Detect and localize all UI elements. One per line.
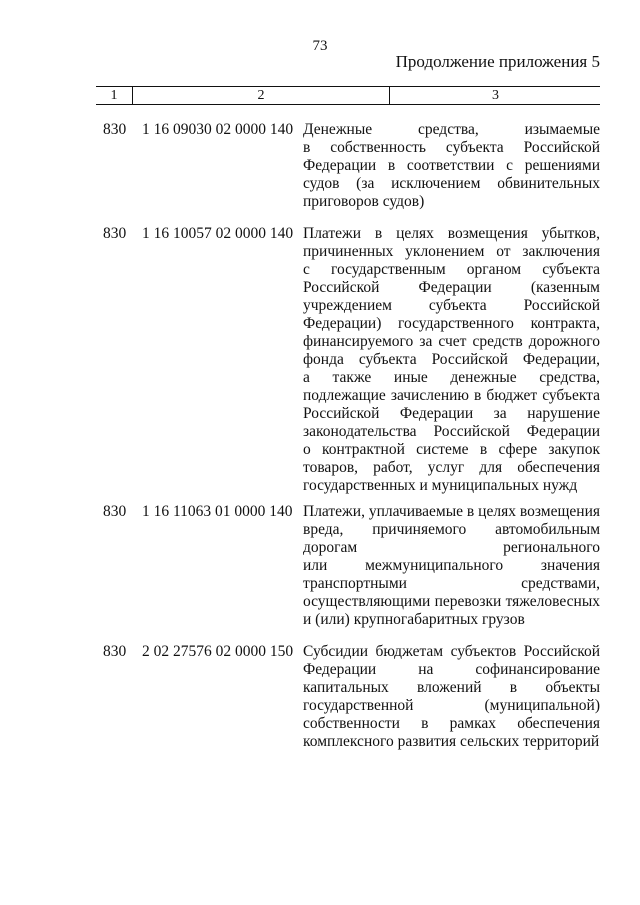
admin-code: 830 — [103, 121, 127, 138]
description-line: Субсидии бюджетам субъектов Российской — [303, 643, 600, 660]
description-line: судов (за исключением обвинительных — [303, 175, 600, 192]
table-header — [96, 86, 600, 105]
description-line: капитальных вложений в объекты — [303, 679, 600, 696]
description-line: или межмуниципального значения — [303, 557, 600, 574]
description-line: фонда субъекта Российской Федерации, — [303, 351, 600, 368]
description-line: приговоров судов) — [303, 193, 425, 210]
budget-code: 1 16 09030 02 0000 140 — [142, 121, 294, 138]
income-description — [303, 503, 600, 629]
description-line: государственных и муниципальных нужд — [303, 477, 578, 494]
description-line: о контрактной системе в сфере закупок — [303, 441, 600, 458]
description-line: осуществляющими перевозки тяжеловесных — [303, 593, 600, 610]
description-line: Платежи, уплачиваемые в целях возмещения — [303, 503, 600, 520]
description-line: Федерации) государственного контракта, — [303, 315, 600, 332]
description-line: причиненных уклонением от заключения — [303, 243, 600, 260]
description-line: законодательства Российской Федерации — [303, 423, 600, 440]
description-line: дорогам регионального — [303, 539, 600, 556]
description-line: товаров, работ, услуг для обеспечения — [303, 459, 600, 476]
budget-code: 1 16 10057 02 0000 140 — [142, 225, 294, 242]
description-line: государственной (муниципальной) — [303, 697, 600, 714]
admin-code: 830 — [103, 503, 127, 520]
header-col-1: 1 — [96, 87, 133, 104]
header-col-2: 2 — [133, 87, 390, 104]
description-line: Российской Федерации (казенным — [303, 279, 600, 296]
description-line: транспортными средствами, — [303, 575, 600, 592]
description-line: с государственным органом субъекта — [303, 261, 600, 278]
description-line: в собственность субъекта Российской — [303, 139, 600, 156]
description-line: Денежные средства, изымаемые — [303, 121, 600, 138]
description-line: подлежащие зачислению в бюджет субъекта — [303, 387, 600, 404]
page-number: 73 — [312, 38, 328, 54]
description-line: собственности в рамках обеспечения — [303, 715, 600, 732]
description-line: комплексного развития сельских территорий — [303, 733, 600, 750]
continuation-label: Продолжение приложения 5 — [395, 52, 600, 71]
description-line: финансируемого за счет средств дорожного — [303, 333, 600, 350]
description-line: вреда, причиняемого автомобильным — [303, 521, 600, 538]
header-col-3: 3 — [492, 88, 499, 103]
admin-code: 830 — [103, 225, 127, 242]
description-line: и (или) крупногабаритных грузов — [303, 611, 525, 628]
description-line: Федерации на софинансирование — [303, 661, 600, 678]
description-line: учреждением субъекта Российской — [303, 297, 600, 314]
income-description — [303, 225, 600, 495]
income-description — [303, 643, 600, 751]
description-line: Федерации в соответствии с решениями — [303, 157, 600, 174]
budget-code: 1 16 11063 01 0000 140 — [142, 503, 293, 520]
description-line: Российской Федерации за нарушение — [303, 405, 600, 422]
budget-code: 2 02 27576 02 0000 150 — [142, 643, 294, 660]
income-description — [303, 121, 600, 211]
description-line: а также иные денежные средства, — [303, 369, 600, 386]
description-line: Платежи в целях возмещения убытков, — [303, 225, 600, 242]
admin-code: 830 — [103, 643, 127, 660]
